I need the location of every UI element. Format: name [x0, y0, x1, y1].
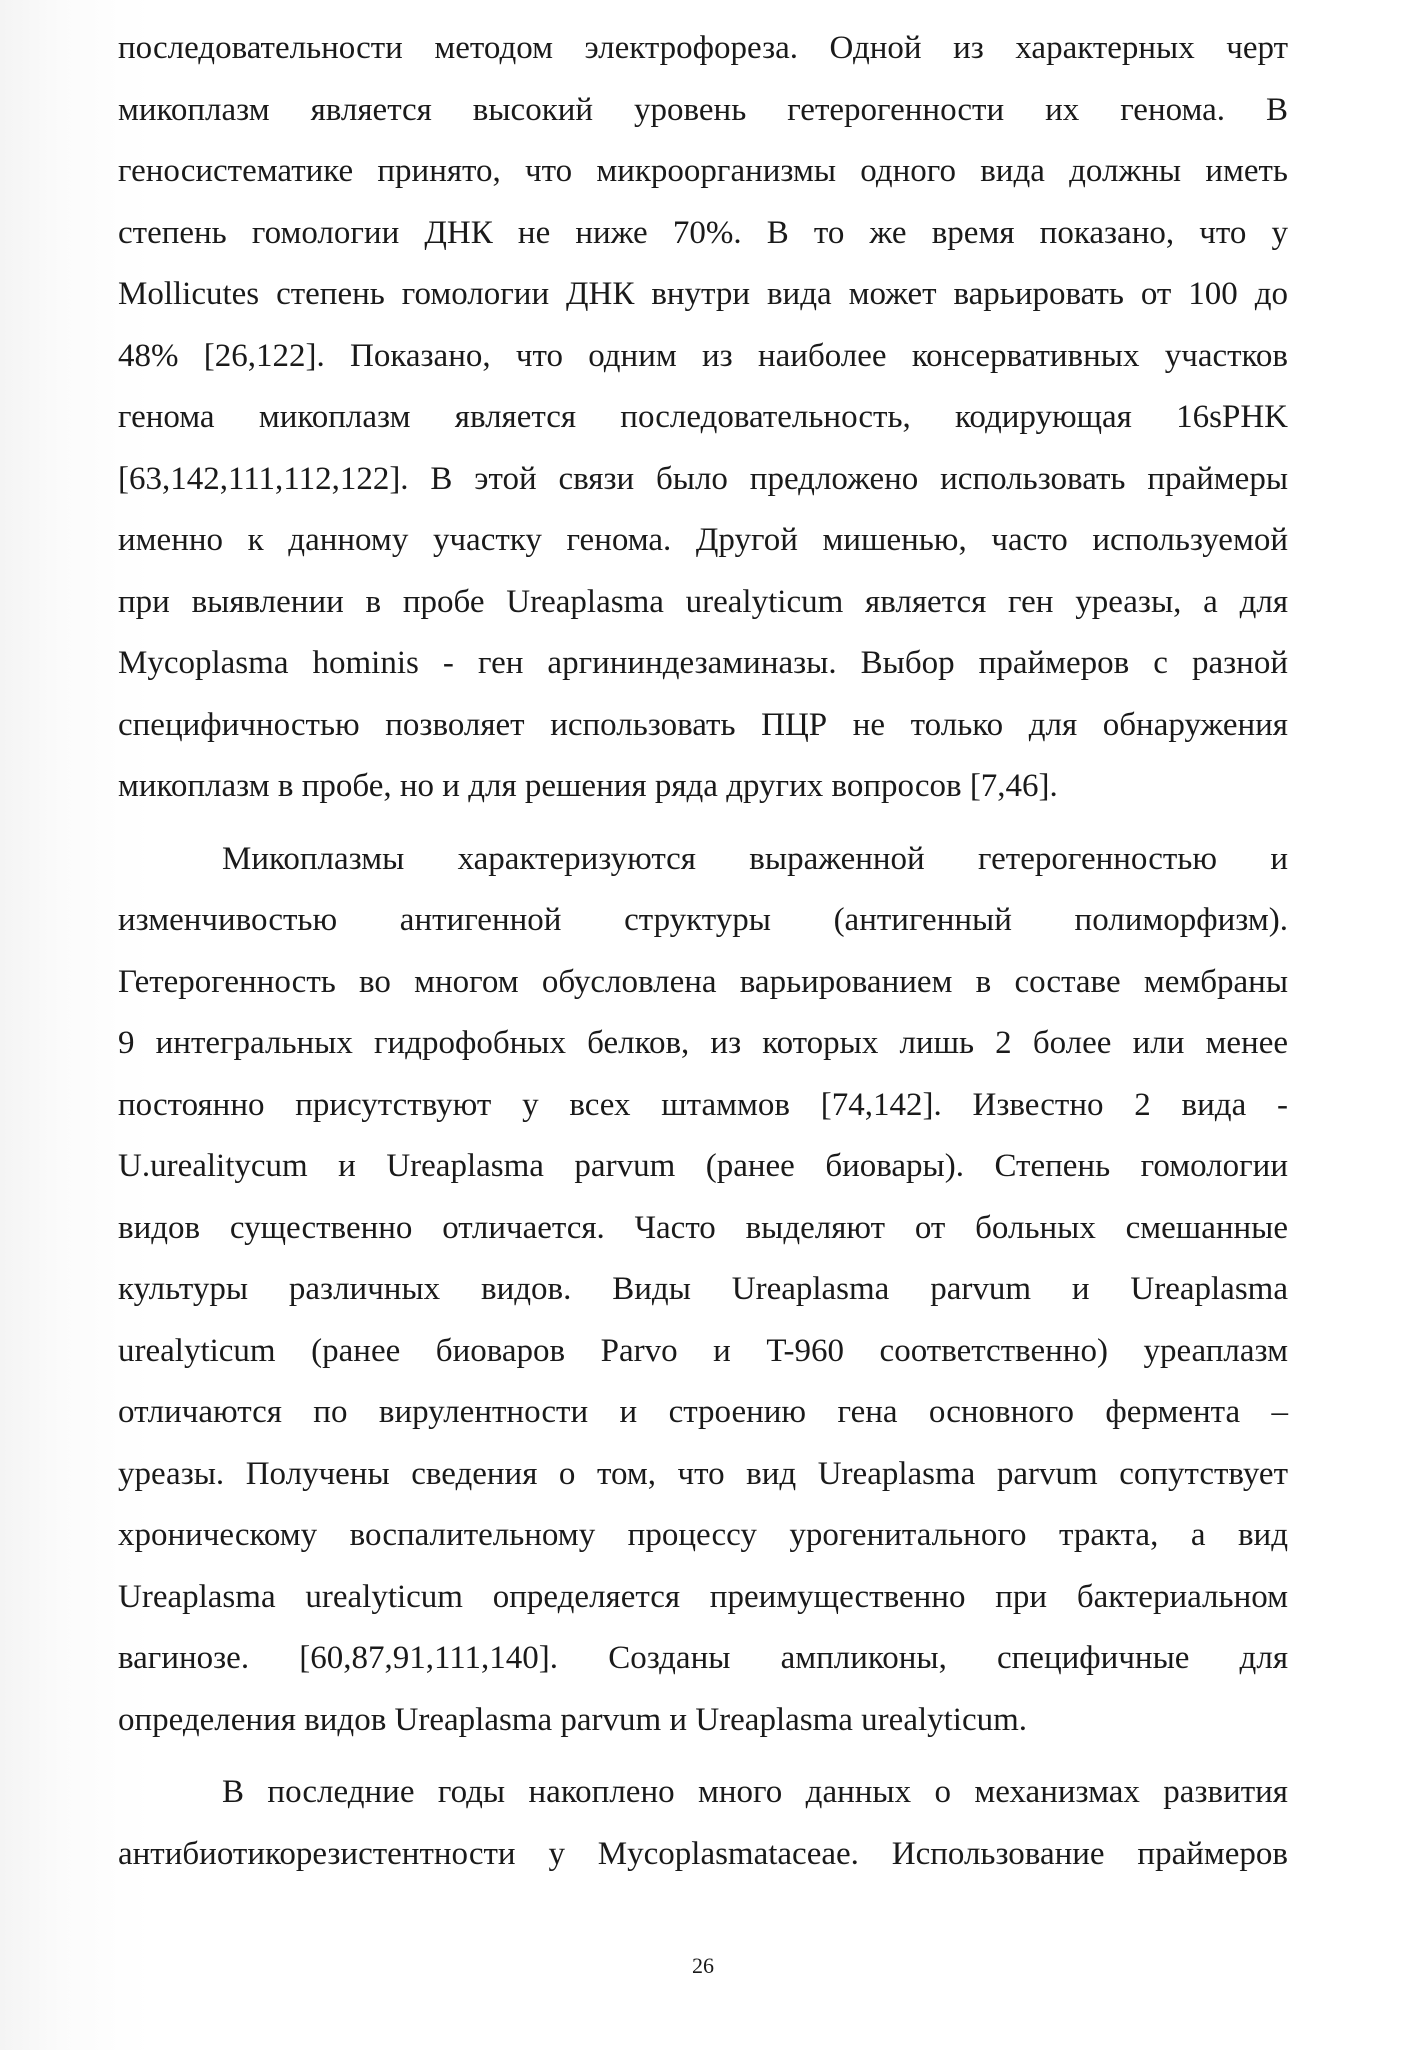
text-line: хроническому воспалительному процессу урогенитального тракта, а вид — [118, 1517, 1288, 1553]
page-number: 26 — [692, 1953, 714, 1978]
text-line: геносистематике принято, что микроорганизмы одного вида должны иметь — [118, 153, 1288, 189]
text-line: микоплазм в пробе, но и для решения ряда других вопросов [7,46]. — [118, 768, 1058, 804]
text-line: уреазы. Получены сведения о том, что вид Ureaplasma parvum сопутствует — [118, 1455, 1288, 1492]
text-line: антибиотикорезистентности у Mycoplasmataceae. Использование праймеров — [118, 1835, 1288, 1872]
text-line: В последние годы накоплено много данных о механизмах развития — [222, 1774, 1288, 1810]
text-line: 9 интегральных гидрофобных белков, из которых лишь 2 более или менее — [118, 1025, 1288, 1061]
text-line: культуры различных видов. Виды Ureaplasma parvum и Ureaplasma — [118, 1271, 1288, 1307]
text-line: Ureaplasma urealyticum определяется преимущественно при бактериальном — [118, 1578, 1288, 1615]
text-line: Микоплазмы характеризуются выраженной гетерогенностью и — [222, 840, 1288, 877]
text-line: микоплазм является высокий уровень гетерогенности их генома. В — [118, 91, 1288, 128]
text-line: вагинозе. [60,87,91,111,140]. Созданы ампликоны, специфичные для — [118, 1640, 1288, 1676]
text-line: Гетерогенность во многом обусловлена варьированием в составе мембраны — [118, 963, 1288, 1000]
text-line: urealyticum (ранее биоваров Parvo и T-960 соответственно) уреаплазм — [118, 1332, 1288, 1369]
text-line: 48% [26,122]. Показано, что одним из наиболее консервативных участков — [118, 337, 1288, 374]
text-line: U.urealitycum и Ureaplasma parvum (ранее биовары). Степень гомологии — [118, 1148, 1288, 1184]
paragraph-1 — [118, 18, 1288, 818]
text-line: определения видов Ureaplasma parvum и Ureaplasma urealyticum. — [118, 1701, 1028, 1738]
paragraph-3 — [118, 1762, 1288, 1885]
paragraph-spacer — [118, 818, 1288, 829]
text-line: изменчивостью антигенной структуры (антигенный полиморфизм). — [118, 902, 1288, 938]
document-body — [118, 18, 1288, 1885]
text-line: генома микоплазм является последовательность, кодирующая 16sPHK — [118, 399, 1288, 435]
paragraph-spacer — [118, 1751, 1288, 1762]
text-line: постоянно присутствуют у всех штаммов [74,142]. Известно 2 вида - — [118, 1086, 1288, 1123]
text-line: видов существенно отличается. Часто выделяют от больных смешанные — [118, 1209, 1288, 1246]
text-line: именно к данному участку генома. Другой мишенью, часто используемой — [118, 522, 1288, 558]
text-line: последовательности методом электрофореза. Одной из характерных черт — [118, 30, 1288, 66]
text-line: Mollicutes степень гомологии ДНК внутри вида может варьировать от 100 до — [118, 276, 1288, 312]
text-line: специфичностью позволяет использовать ПЦР не только для обнаружения — [118, 706, 1288, 743]
text-line: отличаются по вирулентности и строению гена основного фермента – — [118, 1394, 1288, 1430]
paragraph-2 — [118, 829, 1288, 1752]
text-line: Mycoplasma hominis - ген аргининдезаминазы. Выбор праймеров с разной — [118, 645, 1288, 681]
text-line: [63,142,111,112,122]. В этой связи было предложено использовать праймеры — [118, 460, 1288, 497]
text-line: при выявлении в пробе Ureaplasma urealyticum является ген уреазы, а для — [118, 583, 1288, 620]
text-line: степень гомологии ДНК не ниже 70%. В то же время показано, что у — [118, 214, 1288, 251]
